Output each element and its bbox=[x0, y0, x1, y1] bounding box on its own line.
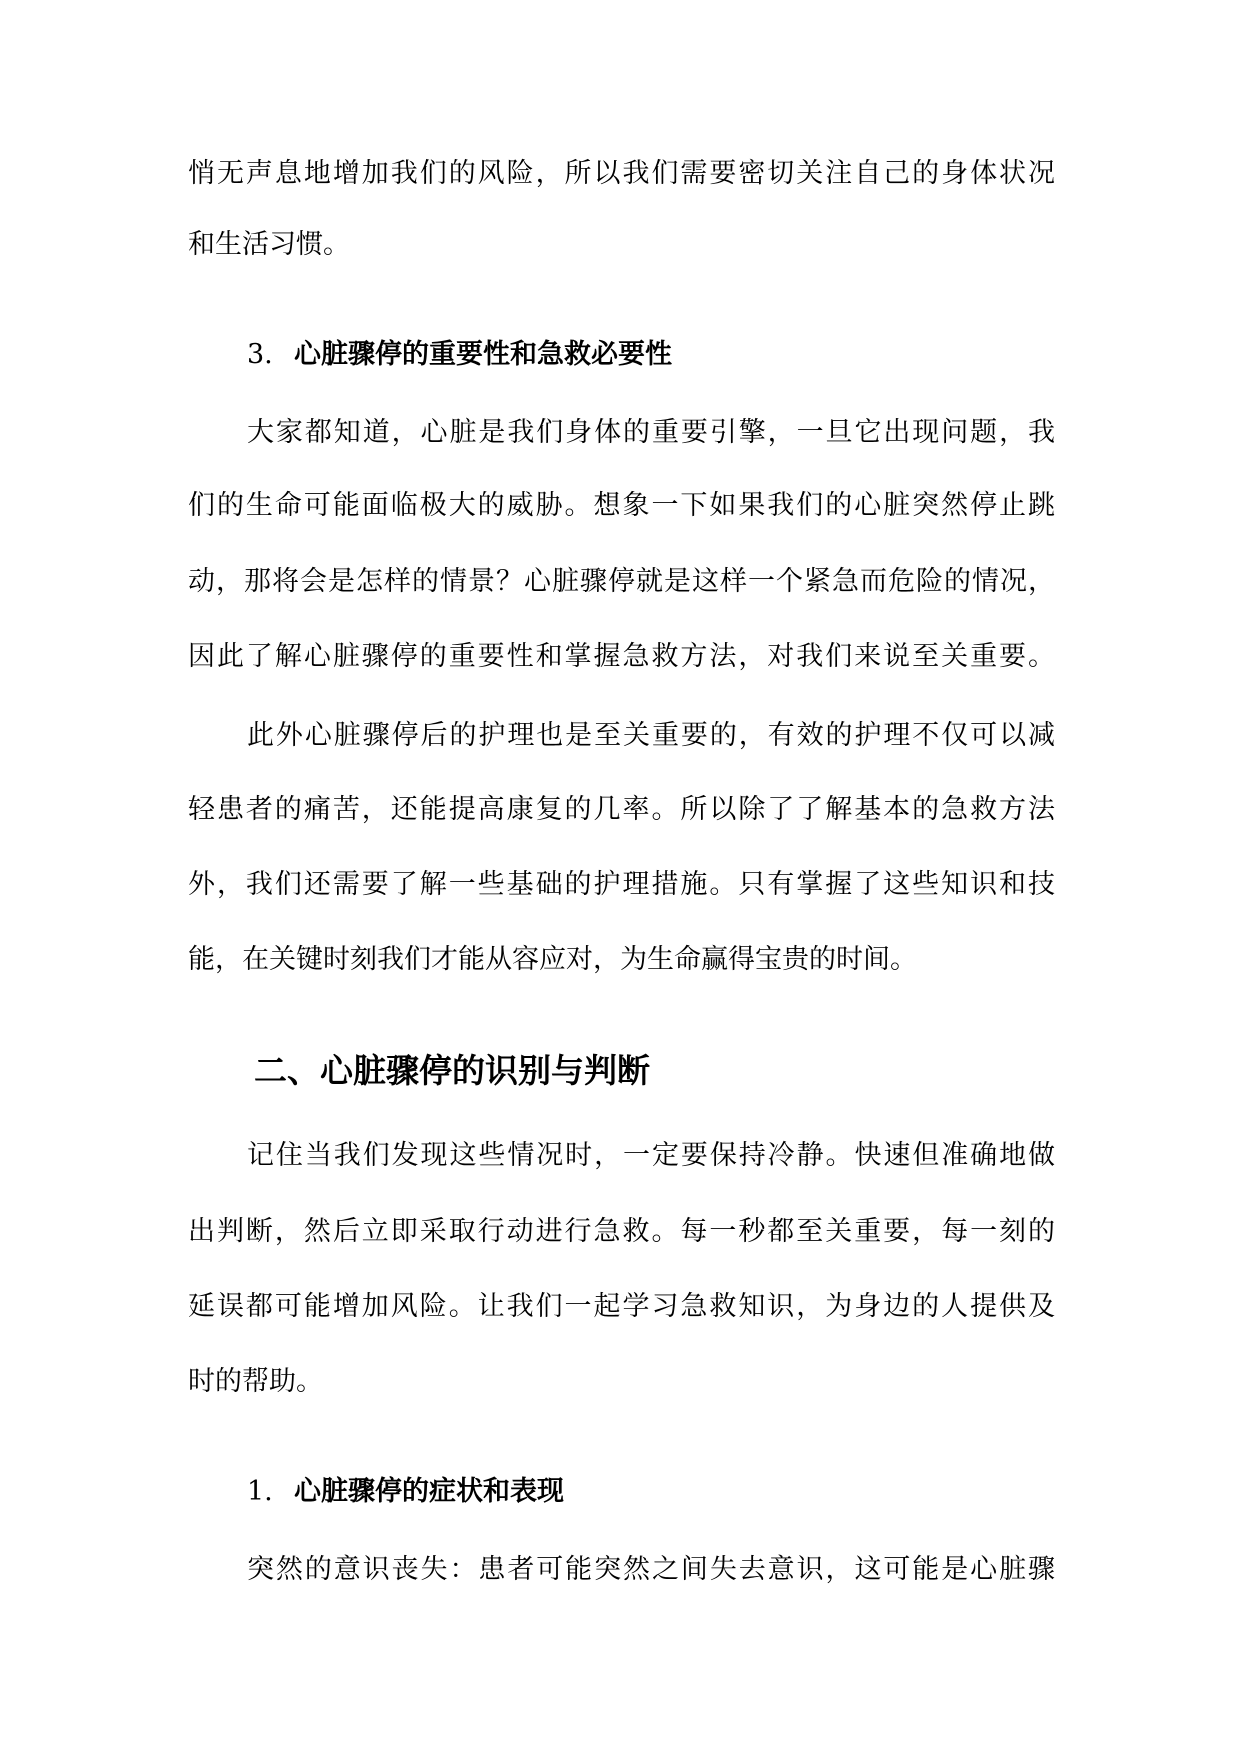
paragraph-line: 外，我们还需要了解一些基础的护理措施。只有掌握了这些知识和技 bbox=[188, 869, 1055, 900]
subsection-heading bbox=[247, 336, 672, 374]
subsection-number: 3. bbox=[247, 339, 273, 370]
paragraph-line: 此外心脏骤停后的护理也是至关重要的，有效的护理不仅可以减 bbox=[247, 720, 1055, 751]
paragraph-line: 悄无声息地增加我们的风险，所以我们需要密切关注自己的身体状况 bbox=[188, 158, 1055, 189]
paragraph-line: 和生活习惯。 bbox=[188, 229, 350, 260]
paragraph-line: 大家都知道，心脏是我们身体的重要引擎，一旦它出现问题，我 bbox=[247, 417, 1055, 448]
paragraph-line: 因此了解心脏骤停的重要性和掌握急救方法，对我们来说至关重要。 bbox=[188, 641, 1055, 672]
paragraph-line: 们的生命可能面临极大的威胁。想象一下如果我们的心脏突然停止跳 bbox=[188, 490, 1055, 521]
subsection-heading bbox=[247, 1473, 564, 1511]
section-heading: 二、心脏骤停的识别与判断 bbox=[254, 1051, 650, 1090]
paragraph-line: 延误都可能增加风险。让我们一起学习急救知识，为身边的人提供及 bbox=[188, 1291, 1055, 1322]
paragraph-line: 时的帮助。 bbox=[188, 1366, 323, 1397]
paragraph-line: 能，在关键时刻我们才能从容应对，为生命赢得宝贵的时间。 bbox=[188, 944, 917, 975]
paragraph-line: 轻患者的痛苦，还能提高康复的几率。所以除了了解基本的急救方法 bbox=[188, 794, 1055, 825]
paragraph-line: 动，那将会是怎样的情景？心脏骤停就是这样一个紧急而危险的情况， bbox=[188, 566, 1055, 597]
paragraph-line: 出判断，然后立即采取行动进行急救。每一秒都至关重要，每一刻的 bbox=[188, 1216, 1055, 1247]
subsection-title: 心脏骤停的重要性和急救必要性 bbox=[294, 339, 672, 370]
subsection-title: 心脏骤停的症状和表现 bbox=[294, 1476, 564, 1507]
paragraph-line: 突然的意识丧失：患者可能突然之间失去意识，这可能是心脏骤 bbox=[247, 1554, 1055, 1585]
subsection-number: 1. bbox=[247, 1476, 273, 1507]
paragraph-line: 记住当我们发现这些情况时，一定要保持冷静。快速但准确地做 bbox=[247, 1140, 1055, 1171]
